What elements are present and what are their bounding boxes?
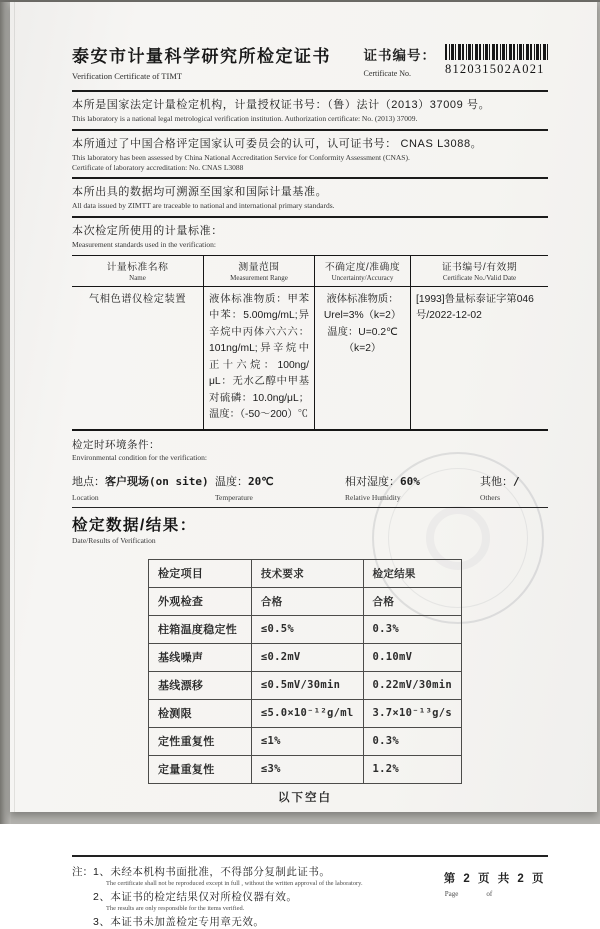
statement-cnas (72, 131, 548, 173)
page-label: Page (444, 889, 459, 898)
results-table (148, 559, 462, 784)
table-row: 检测限 ≤5.0×10⁻¹²g/ml 3.7×10⁻¹³g/s (149, 699, 462, 727)
standards-header-range: 测量范围 Measurement Range (204, 256, 315, 286)
standards-table-row (72, 287, 548, 429)
standards-header-uncertainty: 不确定度/准确度 Uncertainty/Accuracy (315, 256, 411, 286)
env-field-humidity: 相对湿度：60% Relative Humidity (345, 474, 420, 502)
page-title: 泰安市计量科学研究所检定证书 (72, 47, 331, 66)
statement-en: Measurement standards used in the verification: (72, 240, 216, 249)
statement-en: All data issued by ZIMTT are traceable to national and international primary standards. (72, 201, 335, 211)
statement-en: This laboratory is a national legal metrological verification institution. Authorization certificate: No. (2013) 37009. (72, 114, 418, 123)
statement-cn: 本次检定所使用的计量标准： (72, 225, 223, 237)
statement-cn: 本所出具的数据均可溯源至国家和国际计量基准。 (72, 186, 328, 199)
results-section-title: 检定数据/结果： Date/Results of Verification (72, 516, 197, 545)
certificate-number-block (364, 44, 549, 78)
footer-divider (72, 855, 548, 857)
certificate-number: 812031502A021 (445, 62, 545, 76)
environment-row (72, 473, 548, 508)
table-row: 基线漂移 ≤0.5mV/30min 0.22mV/30min (149, 671, 462, 699)
standards-certificate-cell: [1993]鲁量标泰证字第046号/2022-12-02 (416, 293, 534, 322)
of-label: of (486, 889, 493, 898)
table-row: 定量重复性 ≤3% 1.2% (149, 755, 462, 783)
certificate-no-label-en: Certificate No. (363, 69, 412, 78)
standards-table (72, 255, 548, 431)
env-field-location: 地点：客户现场(on site) Location (72, 474, 209, 502)
barcode (445, 44, 548, 60)
certificate-content (72, 42, 548, 929)
blank-space (72, 805, 548, 855)
statement-en: This laboratory has been assessed by China National Accreditation Service for Conformity Assessment (CNAS). Certificate of laboratory accreditation: No. CNAS L3088 (72, 152, 410, 172)
standards-table-header (72, 256, 548, 287)
notes-label: 注： (72, 865, 93, 878)
note-item: 3、本证书未加盖检定专用章无效。 (93, 915, 265, 928)
env-field-others: 其他：/ Others (480, 474, 520, 502)
table-row: 定性重复性 ≤1% 0.3% (149, 727, 462, 755)
standards-name-cell: 气相色谱仪检定装置 (72, 287, 204, 429)
page-indicator: 第 2 页 共 2 页 Page of (443, 872, 546, 898)
notes-block (72, 864, 363, 929)
env-field-temperature: 温度：20℃ Temperature (215, 474, 274, 502)
statement-cn: 本所是国家法定计量检定机构，计量授权证书号：（鲁）法计（2013）37009 号。 (72, 99, 491, 111)
standards-header-certificate: 证书编号/有效期 Certificate No./Valid Date (441, 261, 518, 282)
statement-authorization (72, 92, 548, 124)
notes-list (93, 864, 363, 929)
certificate-paper (10, 2, 597, 928)
footer (72, 864, 548, 929)
statement-cn: 本所通过了中国合格评定国家认可委员会的认可，认可证书号： CNAS L3088。 (72, 137, 483, 150)
title-block (72, 42, 331, 81)
page-title-en: Verification Certificate of TIMT (72, 71, 183, 81)
note-item: 1、未经本机构书面批准，不得部分复制此证书。 The certificate shall not be reproduced except in full , without the written approval of the laboratory. (93, 865, 363, 887)
certificate-header (72, 42, 548, 81)
certificate-number-labels (364, 44, 437, 78)
statement-traceability (72, 179, 548, 211)
table-row: 外观检查 合格 合格 (149, 587, 462, 615)
results-header-row: 检定项目 技术要求 检定结果 (149, 559, 462, 587)
standards-header-name: 计量标准名称 Name (72, 256, 204, 286)
barcode-block (445, 44, 548, 78)
paper-fold-line (14, 2, 15, 812)
table-row: 柱箱温度稳定性 ≤0.5% 0.3% (149, 615, 462, 643)
standards-section-title (72, 218, 548, 250)
standards-uncertainty-cell: 液体标准物质：Urel=3%（k=2） 温度：U=0.2℃（k=2） (315, 287, 411, 429)
table-row: 基线噪声 ≤0.2mV 0.10mV (149, 643, 462, 671)
certificate-no-label: 证书编号： (363, 48, 436, 63)
environment-section-title: 检定时环境条件： Environmental condition for the verification: (72, 438, 207, 462)
note-item: 2、本证书的检定结果仅对所检仪器有效。 The results are only responsible for the items verified. (93, 890, 298, 912)
standards-range-cell: 液体标准物质：甲苯中苯：5.00mg/mL;异辛烷中丙体六六六：101ng/mL;异辛烷中正十六烷：100ng/μL：无水乙醇中甲基对硫磷：10.0ng/μL；温度：（-50～200）℃ (204, 287, 315, 429)
end-of-data-note: 以下空白 (278, 791, 332, 804)
